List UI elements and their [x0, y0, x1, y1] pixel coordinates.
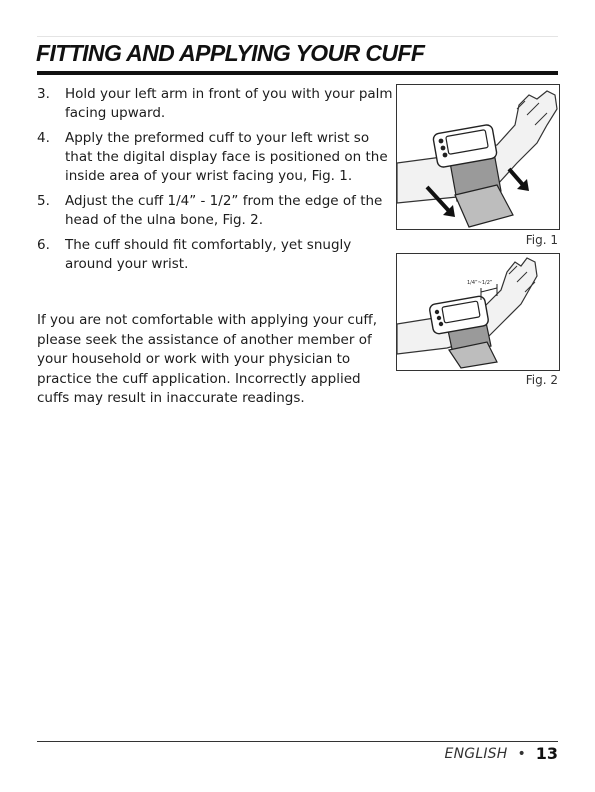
step-number: 3. [37, 86, 50, 102]
figure-1-caption: Fig. 1 [525, 233, 558, 247]
step-number: 5. [37, 193, 50, 209]
assistance-note: If you are not comfortable with applying your cuff, please seek the assistance of another member of your household or work with your physician to practice the cuff application. Incorrectly applied cuffs may result in inaccurate readings. [37, 312, 377, 406]
measurement-label: 1/4”~1/2” [467, 280, 493, 286]
instruction-steps [37, 85, 397, 280]
step-number: 4. [37, 130, 50, 146]
wrist-measurement-icon [397, 254, 559, 370]
step-item [37, 236, 397, 274]
page-footer [445, 744, 558, 763]
step-text: Adjust the cuff 1/4” - 1/2” from the edge of the head of the ulna bone, Fig. 2. [65, 193, 383, 228]
step-item [37, 129, 397, 186]
title-underline [37, 71, 558, 75]
wrist-cuff-icon [397, 85, 559, 229]
step-number: 6. [37, 237, 50, 253]
step-item [37, 85, 397, 123]
figure-2-illustration [396, 253, 560, 371]
step-item [37, 192, 397, 230]
page-number: 13 [535, 744, 558, 763]
step-text: The cuff should fit comfortably, yet snugly around your wrist. [65, 237, 352, 272]
figure-2-caption: Fig. 2 [525, 373, 558, 387]
footer-divider [37, 741, 558, 742]
footer-separator: • [517, 745, 526, 762]
footer-language: ENGLISH [444, 745, 508, 762]
figure-1-illustration [396, 84, 560, 230]
step-text: Hold your left arm in front of you with your palm facing upward. [65, 86, 393, 121]
page-title: FITTING AND APPLYING YOUR CUFF [36, 40, 425, 66]
step-text: Apply the preformed cuff to your left wrist so that the digital display face is positioned on the inside area of your wrist facing you, Fig. 1. [65, 130, 388, 184]
top-divider [37, 36, 558, 37]
